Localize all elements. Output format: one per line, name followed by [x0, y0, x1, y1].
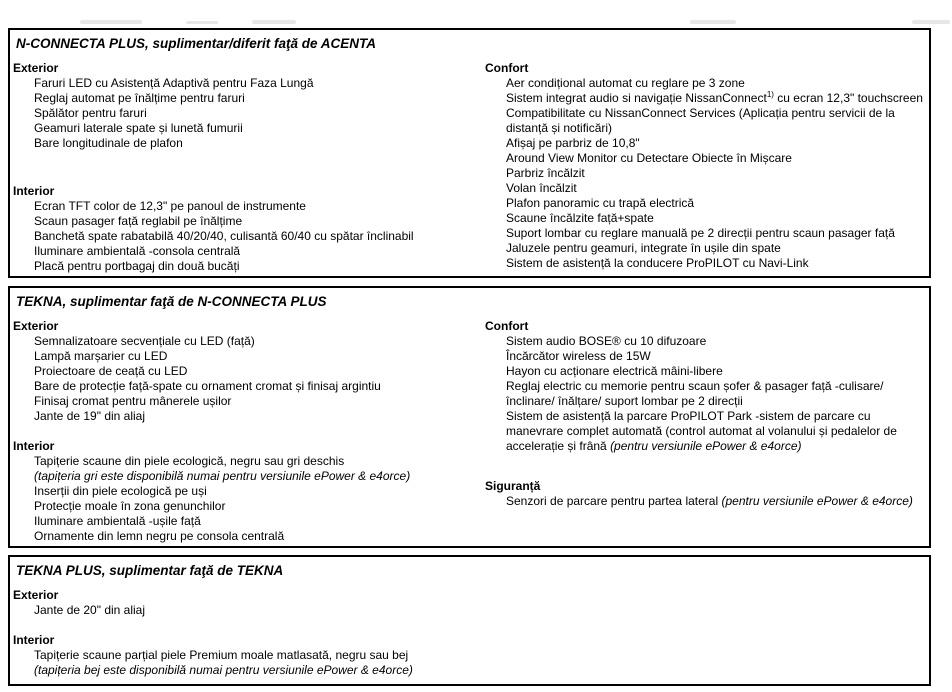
- feature-item: (tapițeria bej este disponibilă numai pentru versiunile ePower & e4orce): [34, 663, 413, 677]
- cropped-text-artifact: [912, 20, 950, 24]
- section-title: TEKNA, suplimentar faţă de N-CONNECTA PLUS: [16, 294, 327, 309]
- cropped-text-artifact: [186, 21, 218, 24]
- column-left: [13, 588, 485, 678]
- feature-group: [485, 61, 923, 271]
- feature-item: Inserții din piele ecologică pe uși: [34, 484, 207, 498]
- feature-group: [485, 319, 915, 454]
- feature-group: [13, 319, 485, 424]
- feature-item: Spălător pentru faruri: [34, 106, 147, 120]
- column-right: [485, 61, 923, 271]
- item-text: cu ecran 12,3" touchscreen: [773, 91, 923, 105]
- section-title: N-CONNECTA PLUS, suplimentar/diferit faţă de ACENTA: [16, 36, 377, 51]
- feature-item: Ecran TFT color de 12,3" pe panoul de instrumente: [34, 199, 306, 213]
- feature-item: Bare de protecție față-spate cu ornament cromat și finisaj argintiu: [34, 379, 381, 393]
- group-heading: Exterior: [13, 319, 59, 333]
- column-right: [485, 319, 915, 509]
- feature-item: Finisaj cromat pentru mânerele ușilor: [34, 394, 232, 408]
- section-columns: [10, 52, 929, 274]
- feature-item: Compatibilitate cu NissanConnect Services (Aplicația pentru servicii de la distanță și notificări): [506, 106, 895, 135]
- item-note-italic: (pentru versiunile ePower & e4orce): [721, 494, 913, 508]
- feature-item: [485, 494, 915, 509]
- feature-group: [13, 439, 485, 544]
- feature-item: Geamuri laterale spate și lunetă fumurii: [34, 121, 243, 135]
- feature-item: Around View Monitor cu Detectare Obiecte în Mișcare: [506, 151, 792, 165]
- feature-item: Scaune încălzite față+spate: [506, 211, 654, 225]
- group-heading: Interior: [13, 439, 55, 453]
- feature-item: Jante de 20" din aliaj: [34, 603, 146, 617]
- cropped-text-artifact: [252, 20, 296, 24]
- feature-item: Parbriz încălzit: [506, 166, 585, 180]
- feature-item: Aer condițional automat cu reglare pe 3 zone: [506, 76, 745, 90]
- feature-item: Protecție moale în zona genunchilor: [34, 499, 226, 513]
- group-heading: Confort: [485, 319, 529, 333]
- feature-item: Bare longitudinale de plafon: [34, 136, 183, 150]
- item-text: Sistem integrat audio si navigație NissanConnect: [506, 91, 767, 105]
- feature-item: Jaluzele pentru geamuri, integrate în ușile din spate: [506, 241, 781, 255]
- trim-section-tekna-plus: [8, 555, 931, 686]
- section-columns: [10, 579, 929, 678]
- item-text: Senzori de parcare pentru partea lateral: [506, 494, 722, 508]
- feature-item: Sistem de asistență la conducere ProPILOT cu Navi-Link: [506, 256, 809, 270]
- feature-item: Afișaj pe parbriz de 10,8": [506, 136, 640, 150]
- feature-group: [13, 184, 485, 274]
- group-heading: Siguranță: [485, 479, 541, 493]
- feature-item: Reglaj electric cu memorie pentru scaun șofer & pasager față -culisare/ înclinare/ înălțare/ suport lombar pe 2 direcții: [506, 379, 884, 408]
- feature-item: Placă pentru portbagaj din două bucăți: [34, 259, 240, 273]
- feature-item: Banchetă spate rabatabilă 40/20/40, culisantă 60/40 cu spătar înclinabil: [34, 229, 414, 243]
- feature-item: (tapițeria gri este disponibilă numai pentru versiunile ePower & e4orce): [34, 469, 411, 483]
- section-columns: [10, 310, 929, 544]
- cropped-text-artifact: [80, 20, 142, 24]
- feature-item: Iluminare ambientală -consola centrală: [34, 244, 241, 258]
- footnote-marker: 1): [766, 90, 774, 99]
- group-heading: Interior: [13, 184, 55, 198]
- feature-item: Lampă marșarier cu LED: [34, 349, 168, 363]
- feature-item: Hayon cu acționare electrică mâini-libere: [506, 364, 723, 378]
- feature-item: Tapițerie scaune parțial piele Premium moale matlasată, negru sau bej: [34, 648, 409, 662]
- group-heading: Exterior: [13, 61, 59, 75]
- feature-item: Jante de 19" din aliaj: [34, 409, 146, 423]
- feature-item: Suport lombar cu reglare manuală pe 2 direcții pentru scaun pasager față: [506, 226, 895, 240]
- feature-item: Sistem audio BOSE® cu 10 difuzoare: [506, 334, 707, 348]
- feature-item: [485, 90, 923, 106]
- feature-item: Tapițerie scaune din piele ecologică, negru sau gri deschis: [34, 454, 345, 468]
- column-left: [13, 319, 485, 544]
- feature-item: Plafon panoramic cu trapă electrică: [506, 196, 695, 210]
- feature-item: [485, 409, 915, 454]
- feature-item: Iluminare ambientală -ușile față: [34, 514, 201, 528]
- feature-item: Faruri LED cu Asistență Adaptivă pentru Faza Lungă: [34, 76, 314, 90]
- feature-item: Volan încălzit: [506, 181, 577, 195]
- feature-item: Semnalizatoare secvențiale cu LED (față): [34, 334, 255, 348]
- feature-item: Ornamente din lemn negru pe consola centrală: [34, 529, 285, 543]
- item-text: Sistem de asistență la parcare ProPILOT Park -sistem de parcare cu manevrare complet automată (control automat al volanului și pedalelor de accelerație și frână: [506, 409, 897, 453]
- section-title: TEKNA PLUS, suplimentar faţă de TEKNA: [16, 563, 284, 578]
- feature-group: [13, 61, 485, 151]
- trim-section-n-connecta-plus: [8, 28, 931, 278]
- feature-group: [13, 588, 485, 618]
- feature-group: [485, 479, 915, 509]
- feature-item: Încărcător wireless de 15W: [506, 349, 651, 363]
- feature-group: [13, 633, 485, 678]
- group-heading: Exterior: [13, 588, 59, 602]
- feature-item: Scaun pasager față reglabil pe înălțime: [34, 214, 243, 228]
- feature-item: Proiectoare de ceață cu LED: [34, 364, 188, 378]
- feature-item: Reglaj automat pe înălțime pentru faruri: [34, 91, 245, 105]
- group-heading: Confort: [485, 61, 529, 75]
- trim-section-tekna: [8, 286, 931, 548]
- cropped-text-artifact: [690, 20, 736, 24]
- column-left: [13, 61, 485, 274]
- group-heading: Interior: [13, 633, 55, 647]
- item-note-italic: (pentru versiunile ePower & e4orce): [610, 439, 802, 453]
